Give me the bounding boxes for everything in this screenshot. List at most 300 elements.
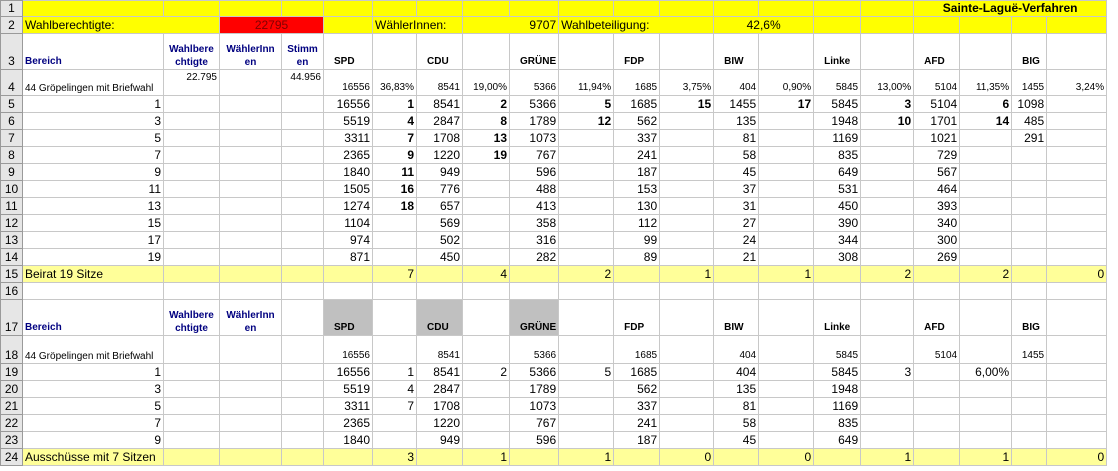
cell[interactable] [714, 283, 759, 300]
seat-rank[interactable] [960, 432, 1012, 449]
quotient[interactable]: 1685 [614, 364, 660, 381]
cell[interactable] [614, 283, 660, 300]
quotient[interactable] [914, 432, 960, 449]
cell[interactable] [960, 300, 1012, 336]
cell[interactable] [220, 415, 282, 432]
seat-rank[interactable]: 3 [861, 364, 914, 381]
cell[interactable] [164, 381, 220, 398]
seat-rank[interactable] [1047, 364, 1107, 381]
cell[interactable] [914, 17, 960, 34]
row-header[interactable]: 3 [1, 34, 23, 70]
quotient[interactable]: 1789 [510, 381, 559, 398]
header-stimmen[interactable]: Stimm en [282, 34, 324, 70]
quotient[interactable] [1012, 432, 1047, 449]
seat-rank[interactable] [960, 398, 1012, 415]
cell[interactable] [220, 283, 282, 300]
quotient[interactable]: 502 [417, 232, 463, 249]
seat-rank[interactable] [660, 181, 714, 198]
cell[interactable] [373, 300, 417, 336]
cell[interactable] [282, 198, 324, 215]
quotient[interactable] [1012, 381, 1047, 398]
cell[interactable] [1047, 17, 1107, 34]
seat-rank[interactable] [1047, 415, 1107, 432]
quotient[interactable]: 767 [510, 147, 559, 164]
row-header[interactable]: 19 [1, 364, 23, 381]
beirat-label[interactable]: Beirat 19 Sitze [23, 266, 164, 283]
seat-rank[interactable] [861, 198, 914, 215]
cell[interactable] [861, 300, 914, 336]
cell[interactable] [220, 181, 282, 198]
quotient[interactable]: 413 [510, 198, 559, 215]
quotient[interactable]: 24 [714, 232, 759, 249]
cell[interactable] [1047, 283, 1107, 300]
seat-rank[interactable]: 6 [960, 96, 1012, 113]
cell[interactable] [463, 300, 510, 336]
seat-rank[interactable] [1047, 398, 1107, 415]
row-header[interactable]: 12 [1, 215, 23, 232]
party-votes[interactable]: 5845 [814, 70, 861, 96]
quotient[interactable]: 316 [510, 232, 559, 249]
seat-rank[interactable] [463, 198, 510, 215]
cell[interactable] [324, 266, 373, 283]
seat-rank[interactable] [463, 415, 510, 432]
party-header-afd[interactable]: AFD [914, 34, 960, 70]
cell[interactable] [614, 266, 660, 283]
seat-rank[interactable] [759, 364, 814, 381]
party-percent[interactable]: 3,24% [1047, 70, 1107, 96]
quotient[interactable]: 16556 [324, 96, 373, 113]
seat-rank[interactable] [960, 232, 1012, 249]
row-header[interactable]: 9 [1, 164, 23, 181]
ausschuesse-seats[interactable]: 0 [759, 449, 814, 466]
quotient[interactable]: 767 [510, 415, 559, 432]
quotient[interactable]: 282 [510, 249, 559, 266]
ausschuesse-seats[interactable]: 1 [861, 449, 914, 466]
cell[interactable] [861, 17, 914, 34]
cell[interactable] [861, 336, 914, 364]
cell[interactable] [164, 398, 220, 415]
quotient[interactable]: 596 [510, 164, 559, 181]
seat-rank[interactable]: 19 [463, 147, 510, 164]
beirat-seats[interactable]: 1 [759, 266, 814, 283]
cell[interactable] [220, 198, 282, 215]
seat-rank[interactable] [660, 215, 714, 232]
header-waehler[interactable]: WählerInn en [220, 300, 282, 336]
cell[interactable] [614, 1, 660, 17]
header-bereich[interactable]: Bereich [23, 300, 164, 336]
cell[interactable] [282, 249, 324, 266]
divisor[interactable]: 3 [23, 381, 164, 398]
seat-rank[interactable] [1047, 130, 1107, 147]
quotient[interactable]: 337 [614, 130, 660, 147]
quotient[interactable]: 1220 [417, 415, 463, 432]
divisor[interactable]: 5 [23, 398, 164, 415]
party-header-big[interactable]: BIG [1012, 34, 1047, 70]
quotient[interactable]: 58 [714, 147, 759, 164]
seat-rank[interactable] [960, 415, 1012, 432]
cell[interactable] [282, 432, 324, 449]
cell[interactable] [417, 283, 463, 300]
quotient[interactable]: 5366 [510, 96, 559, 113]
cell[interactable] [814, 283, 861, 300]
row-header[interactable]: 7 [1, 130, 23, 147]
cell[interactable] [282, 381, 324, 398]
sheet-title[interactable]: Sainte-Laguë-Verfahren [914, 1, 1107, 17]
quotient[interactable]: 657 [417, 198, 463, 215]
party-header-fdp[interactable]: FDP [614, 300, 660, 336]
party-percent[interactable]: 13,00% [861, 70, 914, 96]
cell[interactable] [814, 17, 861, 34]
quotient[interactable] [1012, 164, 1047, 181]
seat-rank[interactable] [463, 232, 510, 249]
quotient[interactable]: 1948 [814, 381, 861, 398]
row-header[interactable]: 15 [1, 266, 23, 283]
party-header-spd[interactable]: SPD [324, 34, 373, 70]
seat-rank[interactable] [759, 198, 814, 215]
cell[interactable] [164, 432, 220, 449]
cell[interactable] [373, 1, 417, 17]
divisor[interactable]: 17 [23, 232, 164, 249]
divisor[interactable]: 11 [23, 181, 164, 198]
seat-rank[interactable]: 14 [960, 113, 1012, 130]
party-header-big[interactable]: BIG [1012, 300, 1047, 336]
ausschuesse-seats[interactable]: 1 [463, 449, 510, 466]
cell[interactable] [220, 130, 282, 147]
quotient[interactable]: 2847 [417, 381, 463, 398]
party-votes[interactable]: 5366 [510, 70, 559, 96]
bereich-label[interactable]: 44 Gröpelingen mit Briefwahl [23, 70, 164, 96]
cell[interactable] [282, 96, 324, 113]
party-votes[interactable]: 404 [714, 70, 759, 96]
seat-rank[interactable] [960, 198, 1012, 215]
cell[interactable] [714, 1, 759, 17]
beirat-seats[interactable]: 7 [373, 266, 417, 283]
party-votes[interactable]: 16556 [324, 336, 373, 364]
seat-rank[interactable]: 7 [373, 398, 417, 415]
cell[interactable] [660, 300, 714, 336]
cell[interactable] [282, 398, 324, 415]
quotient[interactable]: 241 [614, 147, 660, 164]
row-header[interactable]: 2 [1, 17, 23, 34]
quotient[interactable]: 1701 [914, 113, 960, 130]
party-percent[interactable]: 3,75% [660, 70, 714, 96]
quotient[interactable]: 337 [614, 398, 660, 415]
quotient[interactable]: 450 [417, 249, 463, 266]
divisor[interactable]: 9 [23, 432, 164, 449]
party-votes[interactable]: 16556 [324, 70, 373, 96]
cell[interactable] [164, 164, 220, 181]
cell[interactable] [417, 449, 463, 466]
divisor[interactable]: 13 [23, 198, 164, 215]
quotient[interactable]: 1220 [417, 147, 463, 164]
seat-rank[interactable] [559, 232, 614, 249]
seat-rank[interactable] [559, 164, 614, 181]
beirat-seats[interactable]: 2 [559, 266, 614, 283]
cell[interactable] [1012, 283, 1047, 300]
quotient[interactable]: 241 [614, 415, 660, 432]
party-header-cdu[interactable]: CDU [417, 34, 463, 70]
quotient[interactable]: 1685 [614, 96, 660, 113]
seat-rank[interactable]: 1 [373, 96, 417, 113]
seat-rank[interactable]: 4 [373, 381, 417, 398]
quotient[interactable] [1012, 415, 1047, 432]
row-header[interactable]: 17 [1, 300, 23, 336]
cell[interactable] [814, 266, 861, 283]
party-votes[interactable]: 5104 [914, 336, 960, 364]
seat-rank[interactable] [759, 432, 814, 449]
quotient[interactable]: 1840 [324, 164, 373, 181]
quotient[interactable]: 8541 [417, 364, 463, 381]
cell[interactable] [282, 266, 324, 283]
seat-rank[interactable] [660, 415, 714, 432]
cell[interactable] [714, 266, 759, 283]
quotient[interactable] [1012, 364, 1047, 381]
cell[interactable] [1012, 449, 1047, 466]
quotient[interactable]: 5519 [324, 381, 373, 398]
seat-rank[interactable]: 17 [759, 96, 814, 113]
quotient[interactable]: 464 [914, 181, 960, 198]
quotient[interactable]: 340 [914, 215, 960, 232]
party-header-cdu[interactable]: CDU [417, 300, 463, 336]
cell[interactable] [559, 336, 614, 364]
cell[interactable] [324, 1, 373, 17]
cell[interactable] [960, 17, 1012, 34]
row-header[interactable]: 4 [1, 70, 23, 96]
stimmen-total[interactable]: 44.956 [282, 70, 324, 96]
quotient[interactable]: 3311 [324, 130, 373, 147]
seat-rank[interactable] [861, 415, 914, 432]
seat-rank[interactable] [559, 198, 614, 215]
quotient[interactable]: 58 [714, 415, 759, 432]
divisor[interactable]: 1 [23, 96, 164, 113]
seat-rank[interactable] [660, 398, 714, 415]
quotient[interactable]: 1455 [714, 96, 759, 113]
cell[interactable] [463, 1, 510, 17]
quotient[interactable]: 1948 [814, 113, 861, 130]
quotient[interactable]: 1098 [1012, 96, 1047, 113]
header-bereich[interactable]: Bereich [23, 34, 164, 70]
cell[interactable] [220, 164, 282, 181]
row-header[interactable]: 10 [1, 181, 23, 198]
quotient[interactable]: 300 [914, 232, 960, 249]
seat-rank[interactable] [660, 113, 714, 130]
quotient[interactable]: 1274 [324, 198, 373, 215]
cell[interactable] [660, 283, 714, 300]
quotient[interactable]: 45 [714, 432, 759, 449]
quotient[interactable]: 81 [714, 398, 759, 415]
cell[interactable] [861, 34, 914, 70]
quotient[interactable]: 27 [714, 215, 759, 232]
cell[interactable] [559, 300, 614, 336]
quotient[interactable]: 5366 [510, 364, 559, 381]
cell[interactable] [463, 283, 510, 300]
seat-rank[interactable] [660, 198, 714, 215]
seat-rank[interactable] [759, 415, 814, 432]
cell[interactable] [220, 215, 282, 232]
quotient[interactable]: 567 [914, 164, 960, 181]
quotient[interactable]: 269 [914, 249, 960, 266]
row-header[interactable]: 20 [1, 381, 23, 398]
cell[interactable] [220, 336, 282, 364]
cell[interactable] [164, 449, 220, 466]
seat-rank[interactable] [373, 249, 417, 266]
cell[interactable] [861, 283, 914, 300]
quotient[interactable]: 2365 [324, 415, 373, 432]
row-header[interactable]: 22 [1, 415, 23, 432]
seat-rank[interactable] [463, 381, 510, 398]
seat-rank[interactable] [960, 249, 1012, 266]
seat-rank[interactable]: 16 [373, 181, 417, 198]
seat-rank[interactable] [861, 147, 914, 164]
seat-rank[interactable] [660, 249, 714, 266]
quotient[interactable]: 562 [614, 381, 660, 398]
seat-rank[interactable] [559, 432, 614, 449]
ausschuesse-seats[interactable]: 0 [660, 449, 714, 466]
cell[interactable] [324, 17, 373, 34]
cell[interactable] [220, 432, 282, 449]
row-header[interactable]: 13 [1, 232, 23, 249]
cell[interactable] [220, 364, 282, 381]
cell[interactable] [1047, 34, 1107, 70]
quotient[interactable]: 31 [714, 198, 759, 215]
seat-rank[interactable] [1047, 249, 1107, 266]
cell[interactable] [510, 449, 559, 466]
cell[interactable] [759, 1, 814, 17]
quotient[interactable]: 135 [714, 381, 759, 398]
seat-rank[interactable] [559, 249, 614, 266]
cell[interactable] [282, 232, 324, 249]
seat-rank[interactable] [1047, 147, 1107, 164]
quotient[interactable] [1012, 249, 1047, 266]
cell[interactable] [220, 266, 282, 283]
cell[interactable] [614, 449, 660, 466]
cell[interactable] [164, 198, 220, 215]
cell[interactable] [373, 283, 417, 300]
quotient[interactable]: 81 [714, 130, 759, 147]
divisor[interactable]: 15 [23, 215, 164, 232]
seat-rank[interactable] [960, 130, 1012, 147]
cell[interactable] [164, 1, 220, 17]
beirat-seats[interactable]: 2 [960, 266, 1012, 283]
seat-rank[interactable] [463, 398, 510, 415]
cell[interactable] [282, 449, 324, 466]
bereich-label[interactable]: 44 Gröpelingen mit Briefwahl [23, 336, 164, 364]
cell[interactable] [324, 283, 373, 300]
seat-rank[interactable] [373, 232, 417, 249]
cell[interactable] [220, 249, 282, 266]
seat-rank[interactable] [759, 147, 814, 164]
row-header[interactable]: 24 [1, 449, 23, 466]
quotient[interactable]: 135 [714, 113, 759, 130]
header-waehler[interactable]: WählerInn en [220, 34, 282, 70]
cell[interactable] [660, 1, 714, 17]
beirat-seats[interactable]: 0 [1047, 266, 1107, 283]
cell[interactable] [164, 266, 220, 283]
quotient[interactable]: 1104 [324, 215, 373, 232]
quotient[interactable]: 2365 [324, 147, 373, 164]
beteiligung-label[interactable]: Wahlbeteiligung: [559, 17, 714, 34]
row-header[interactable]: 21 [1, 398, 23, 415]
party-header-linke[interactable]: Linke [814, 300, 861, 336]
beteiligung-value[interactable]: 42,6% [714, 17, 814, 34]
quotient[interactable]: 562 [614, 113, 660, 130]
party-header-grüne[interactable]: GRÜNE [510, 34, 559, 70]
seat-rank[interactable] [861, 381, 914, 398]
quotient[interactable]: 390 [814, 215, 861, 232]
quotient[interactable]: 153 [614, 181, 660, 198]
seat-rank[interactable] [373, 432, 417, 449]
seat-rank[interactable] [1047, 232, 1107, 249]
seat-rank[interactable] [759, 398, 814, 415]
seat-rank[interactable] [759, 249, 814, 266]
seat-rank[interactable] [960, 164, 1012, 181]
quotient[interactable] [1012, 232, 1047, 249]
cell[interactable] [914, 266, 960, 283]
quotient[interactable]: 1169 [814, 398, 861, 415]
seat-rank[interactable] [960, 147, 1012, 164]
ausschuesse-label[interactable]: Ausschüsse mit 7 Sitzen [23, 449, 164, 466]
quotient[interactable]: 358 [510, 215, 559, 232]
party-header-afd[interactable]: AFD [914, 300, 960, 336]
cell[interactable] [1047, 336, 1107, 364]
quotient[interactable]: 5845 [814, 364, 861, 381]
seat-rank[interactable] [759, 215, 814, 232]
quotient[interactable]: 5104 [914, 96, 960, 113]
seat-rank[interactable]: 2 [463, 96, 510, 113]
seat-rank[interactable] [1047, 381, 1107, 398]
cell[interactable] [861, 1, 914, 17]
quotient[interactable]: 187 [614, 432, 660, 449]
row-header[interactable]: 11 [1, 198, 23, 215]
party-votes[interactable]: 5366 [510, 336, 559, 364]
cell[interactable] [282, 181, 324, 198]
cell[interactable] [164, 249, 220, 266]
seat-rank[interactable] [463, 164, 510, 181]
ausschuesse-seats[interactable]: 3 [373, 449, 417, 466]
party-header-biw[interactable]: BIW [714, 300, 759, 336]
cell[interactable] [282, 415, 324, 432]
cell[interactable] [282, 113, 324, 130]
cell[interactable] [220, 232, 282, 249]
quotient[interactable] [1012, 198, 1047, 215]
cell[interactable] [164, 147, 220, 164]
quotient[interactable]: 404 [714, 364, 759, 381]
cell[interactable] [759, 336, 814, 364]
quotient[interactable]: 450 [814, 198, 861, 215]
cell[interactable] [164, 283, 220, 300]
seat-rank[interactable] [1047, 113, 1107, 130]
quotient[interactable]: 949 [417, 432, 463, 449]
cell[interactable] [324, 449, 373, 466]
cell[interactable] [960, 283, 1012, 300]
row-header[interactable]: 14 [1, 249, 23, 266]
cell[interactable] [164, 96, 220, 113]
cell[interactable] [814, 449, 861, 466]
seat-rank[interactable] [463, 215, 510, 232]
cell[interactable] [373, 34, 417, 70]
quotient[interactable]: 3311 [324, 398, 373, 415]
quotient[interactable]: 871 [324, 249, 373, 266]
party-votes[interactable]: 1455 [1012, 336, 1047, 364]
wahlberechtigte-value[interactable]: 22795 [220, 17, 324, 34]
quotient[interactable]: 729 [914, 147, 960, 164]
row-header[interactable]: 1 [1, 1, 23, 17]
cell[interactable] [164, 232, 220, 249]
seat-rank[interactable] [960, 381, 1012, 398]
cell[interactable] [164, 215, 220, 232]
quotient[interactable] [914, 381, 960, 398]
seat-rank[interactable] [861, 164, 914, 181]
